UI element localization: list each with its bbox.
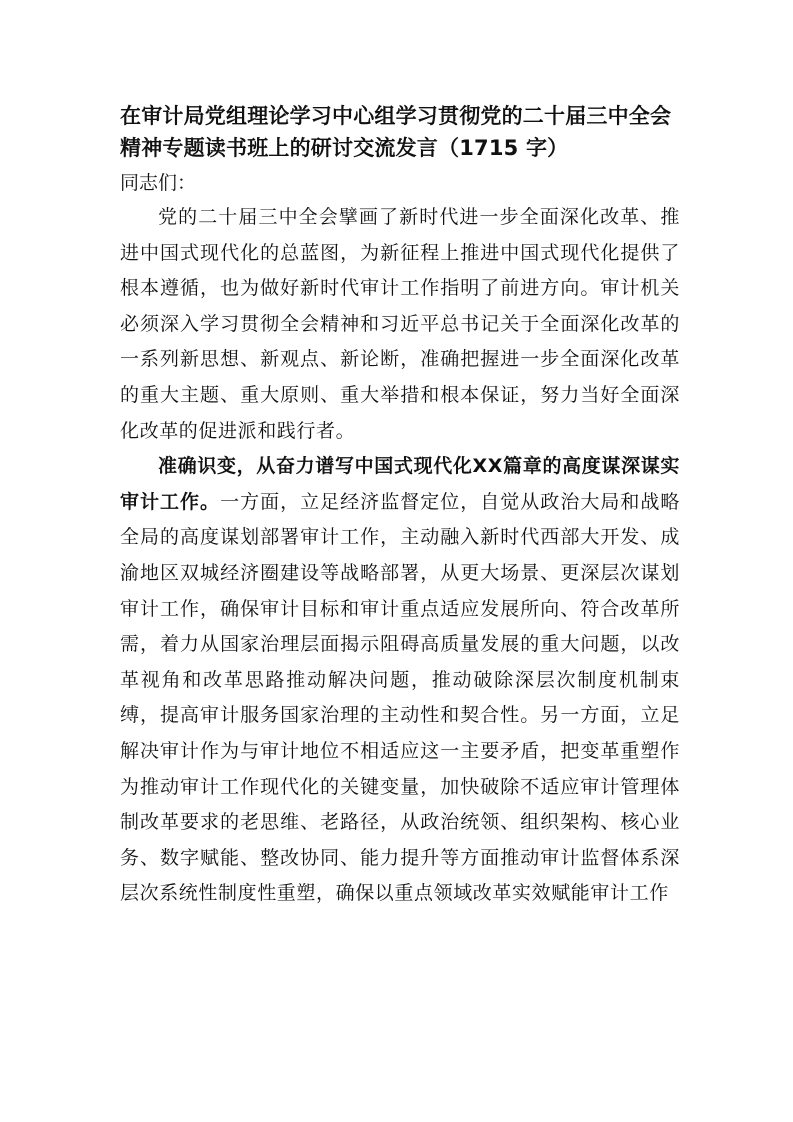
- paragraph-section-1: [120, 449, 680, 912]
- paragraph-text: 一方面，立足经济监督定位，自觉从政治大局和战略全局的高度谋划部署审计工作，主动融入新时代西部大开发、成渝地区双城经济圈建设等战略部署，从更大场景、更深层次谋划审计工作，确保审计目标和审计重点适应发展所向、符合改革所需，着力从国家治理层面揭示阻碍高质量发展的重大问题，以改革视角和改革思路推动解决问题，推动破除深层次制度机制束缚，提高审计服务国家治理的主动性和契合性。另一方面，立足解决审计作为与审计地位不相适应这一主要矛盾，把变革重塑作为推动审计工作现代化的关键变量，加快破除不适应审计管理体制改革要求的老思维、老路径，从政治统领、组织架构、核心业务、数字赋能、整改协同、能力提升等方面推动审计监督体系深层次系统性制度性重塑，确保以重点领域改革实效赋能审计工作: [120, 490, 680, 905]
- document-title: 在审计局党组理论学习中心组学习贯彻党的二十届三中全会精神专题读书班上的研讨交流发言（1715 字）: [120, 104, 672, 160]
- salutation: 同志们：: [120, 172, 197, 194]
- paragraph-text: 党的二十届三中全会擘画了新时代进一步全面深化改革、推进中国式现代化的总蓝图，为新征程上推进中国式现代化提供了根本遵循，也为做好新时代审计工作指明了前进方向。审计机关必须深入学习贯彻全会精神和习近平总书记关于全面深化改革的一系列新思想、新观点、新论断，准确把握进一步全面深化改革的重大主题、重大原则、重大举措和根本保证，努力当好全面深化改革的促进派和践行者。: [120, 206, 680, 442]
- paragraph-intro: [120, 200, 680, 449]
- paragraph-lead: 准确识变，从奋力谱写中国式现代化XX篇章的高度谋深谋实审计工作。: [120, 455, 680, 513]
- document-body: [120, 100, 680, 912]
